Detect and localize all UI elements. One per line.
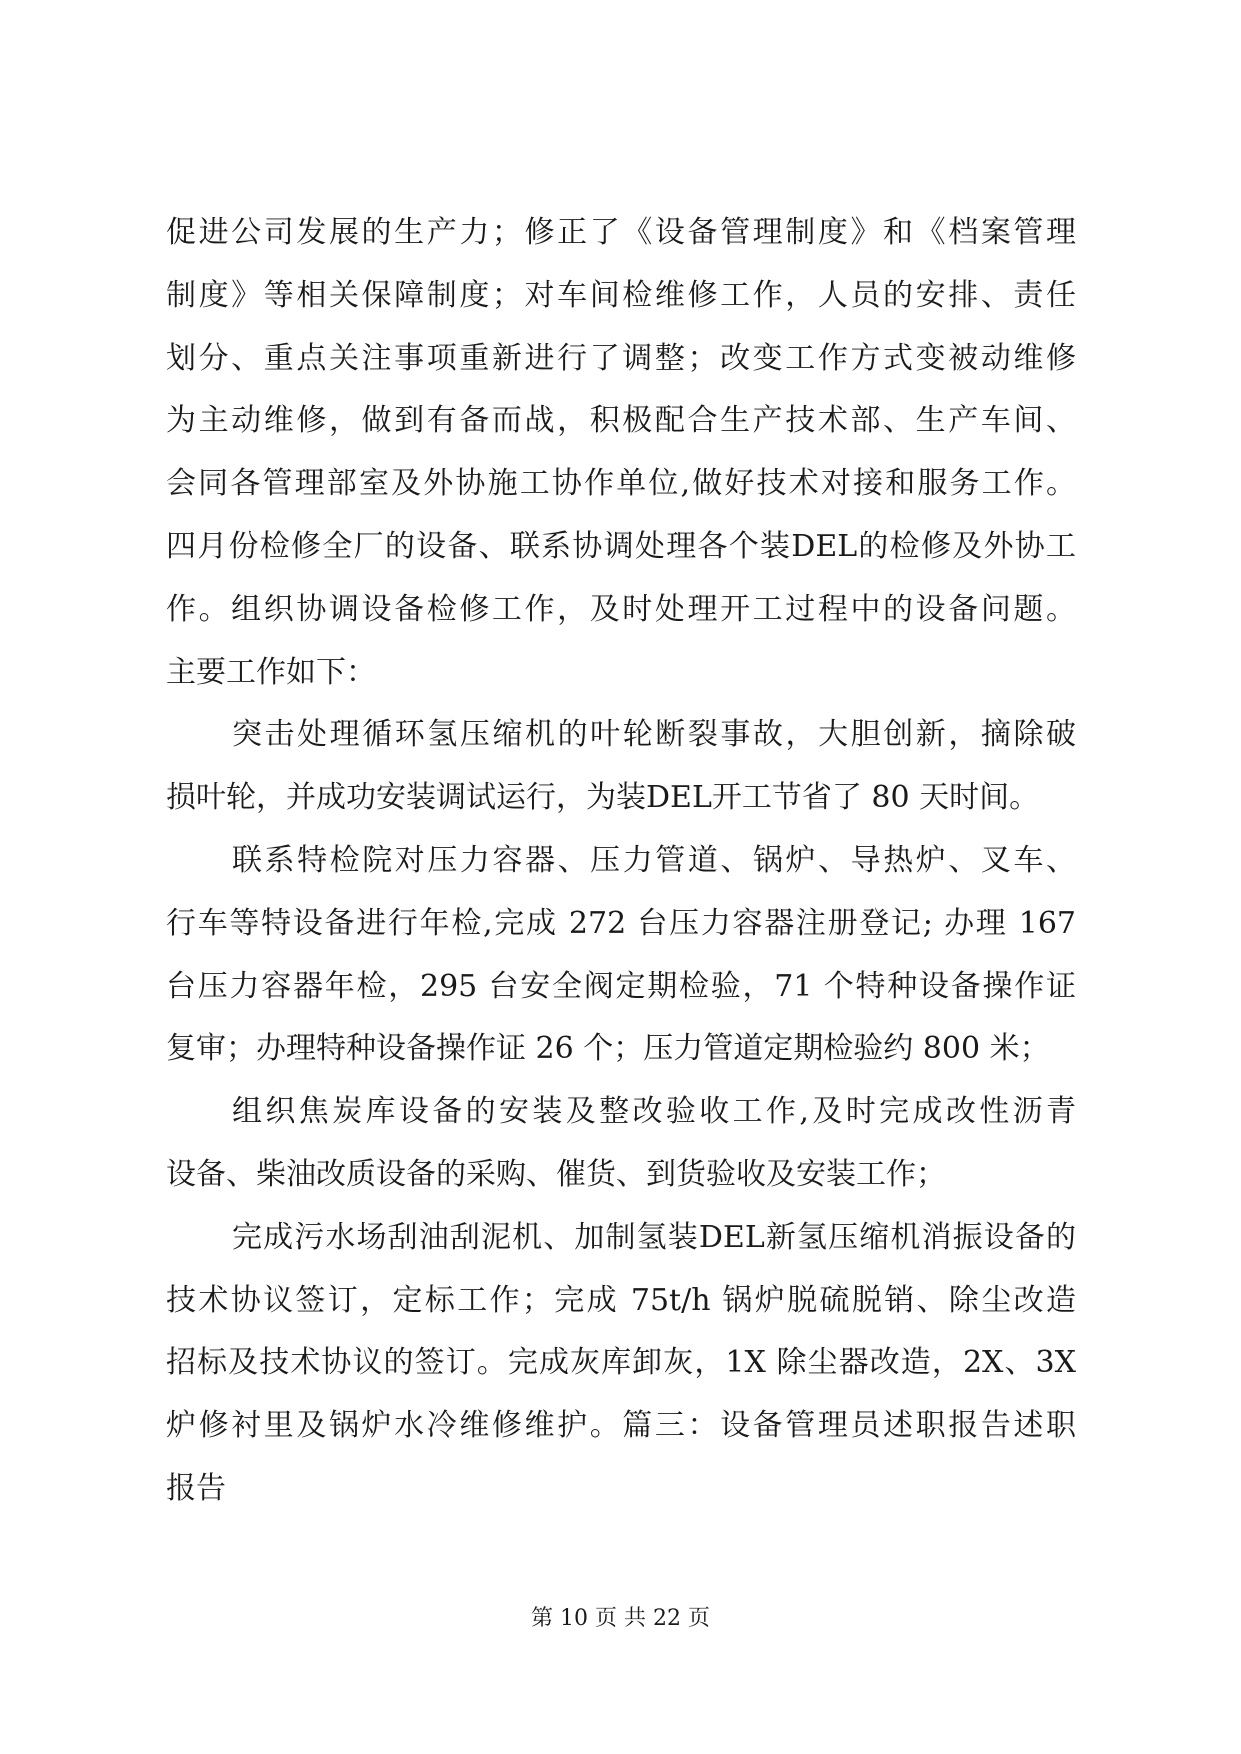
page-number-footer: 第 10 页 共 22 页 [531,1606,710,1631]
text-line-18: 技术协议签订，定标工作；完成 75t/h 锅炉脱硫脱销、除尘改造 [166,1282,1076,1318]
text-line-6: 四月份检修全厂的设备、联系协调处理各个装DEL的检修及外协工 [166,528,1076,564]
text-line-15: 组织焦炭库设备的安装及整改验收工作,及时完成改性沥青 [232,1094,1076,1130]
text-line-3: 划分、重点关注事项重新进行了调整；改变工作方式变被动维修 [166,340,1076,376]
text-line-19: 招标及技术协议的签订。完成灰库卸灰，1X 除尘器改造，2X、3X [166,1345,1076,1381]
text-line-8: 主要工作如下： [166,654,376,690]
text-line-7: 作。组织协调设备检修工作，及时处理开工过程中的设备问题。 [166,591,1076,627]
text-line-14: 复审；办理特种设备操作证 26 个；压力管道定期检验约 800 米； [166,1031,1050,1067]
text-line-5: 会同各管理部室及外协施工协作单位,做好技术对接和服务工作。 [166,466,1076,502]
text-line-1: 促进公司发展的生产力；修正了《设备管理制度》和《档案管理 [166,215,1076,250]
text-line-12: 行车等特设备进行年检,完成 272 台压力容器注册登记; 办理 167 [166,905,1076,941]
text-line-2: 制度》等相关保障制度；对车间检维修工作，人员的安排、责任 [166,277,1076,313]
body-text [166,202,1076,1521]
text-line-17: 完成污水场刮油刮泥机、加制氢装DEL新氢压缩机消振设备的 [232,1219,1076,1255]
text-line-16: 设备、柴油改质设备的采购、催货、到货验收及安装工作； [166,1156,946,1192]
text-line-11: 联系特检院对压力容器、压力管道、锅炉、导热炉、叉车、 [232,842,1076,878]
text-line-4: 为主动维修，做到有备而战，积极配合生产技术部、生产车间、 [166,403,1076,439]
text-line-13: 台压力容器年检，295 台安全阀定期检验，71 个特种设备操作证 [166,968,1076,1004]
text-line-9: 突击处理循环氢压缩机的叶轮断裂事故，大胆创新，摘除破 [232,717,1076,753]
text-line-10: 损叶轮，并成功安装调试运行，为装DEL开工节省了 80 天时间。 [166,780,1040,816]
text-line-21: 报告 [166,1470,226,1506]
text-line-20: 炉修衬里及锅炉水冷维修维护。篇三：设备管理员述职报告述职 [166,1408,1076,1444]
